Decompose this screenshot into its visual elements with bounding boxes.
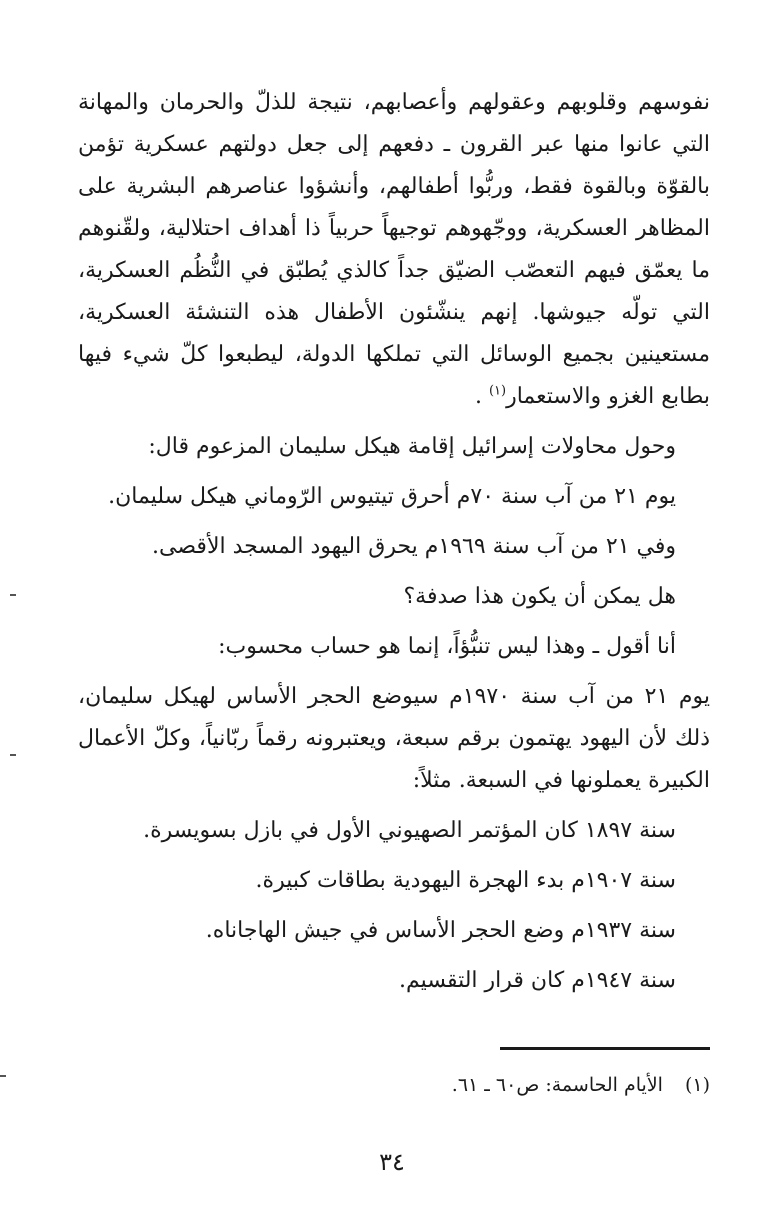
footnote-reference: (١) bbox=[488, 383, 507, 399]
question-line: هل يمكن أن يكون هذا صدفة؟ bbox=[403, 584, 676, 609]
footnote-number: (١) bbox=[684, 1074, 710, 1096]
year-list-item: سنة ١٩٤٧م كان قرار التقسيم. bbox=[399, 968, 676, 993]
main-text bbox=[78, 82, 710, 1002]
paragraph-2: يوم ٢١ من آب سنة ١٩٧٠م سيوضع الحجر الأساس لهيكل سليمان، ذلك لأن اليهود يهتمون برقم سبعة، ويعتبرونه رقماً ربّانياً، وكلّ الأعمال الكبيرة يعملونها في السبعة. مثلاً: bbox=[78, 684, 710, 793]
year-list-item: سنة ١٨٩٧ كان المؤتمر الصهيوني الأول في بازل بسويسرة. bbox=[143, 818, 676, 843]
paragraph-1-end: . bbox=[474, 384, 482, 409]
page-number: ٣٤ bbox=[379, 1148, 405, 1176]
year-list-item: سنة ١٩٣٧م وضع الحجر الأساس في جيش الهاجاناه. bbox=[205, 918, 676, 943]
footnote bbox=[452, 1074, 710, 1096]
year-list-item: سنة ١٩٠٧م بدء الهجرة اليهودية بطاقات كبيرة. bbox=[255, 868, 676, 893]
footnote-text: الأيام الحاسمة: ص٦٠ ـ ٦١. bbox=[451, 1074, 663, 1096]
paragraph-1 bbox=[78, 82, 710, 418]
answer-line: أنا أقول ـ وهذا ليس تنبُّؤاً، إنما هو حساب محسوب: bbox=[218, 634, 676, 659]
intro-line: وحول محاولات إسرائيل إقامة هيكل سليمان المزعوم قال: bbox=[148, 434, 676, 459]
date-line-2: وفي ٢١ من آب سنة ١٩٦٩م يحرق اليهود المسجد الأقصى. bbox=[152, 534, 676, 559]
scan-mark bbox=[10, 594, 16, 596]
scan-mark bbox=[10, 754, 16, 756]
paragraph-1-text: نفوسهم وقلوبهم وعقولهم وأعصابهم، نتيجة للذلّ والحرمان والمهانة التي عانوا منها عبر القرون ـ دفعهم إلى جعل دولتهم عسكرية تؤمن بالقوّة وبالقوة فقط، وربُّوا أطفالهم، وأنشؤوا عناصرهم البشرية على المظاهر العسكرية، ووجّهوهم توجيهاً حربياً ذا أهداف احتلالية، ولقّنوهم ما يعمّق فيهم التعصّب الضيّق جداً كالذي يُطبّق في النُّظُم العسكرية، التي تولّه جيوشها. إنهم ينشّئون الأطفال هذه التنشئة العسكرية، مستعينين بجميع الوسائل التي تملكها الدولة، ليطبعوا كلّ شيء فيها بطابع الغزو والاستعمار bbox=[78, 90, 710, 409]
date-line-1: يوم ٢١ من آب سنة ٧٠م أحرق تيتيوس الرّوماني هيكل سليمان. bbox=[108, 484, 676, 509]
footnote-divider bbox=[500, 1047, 710, 1050]
scan-mark bbox=[0, 1075, 6, 1077]
